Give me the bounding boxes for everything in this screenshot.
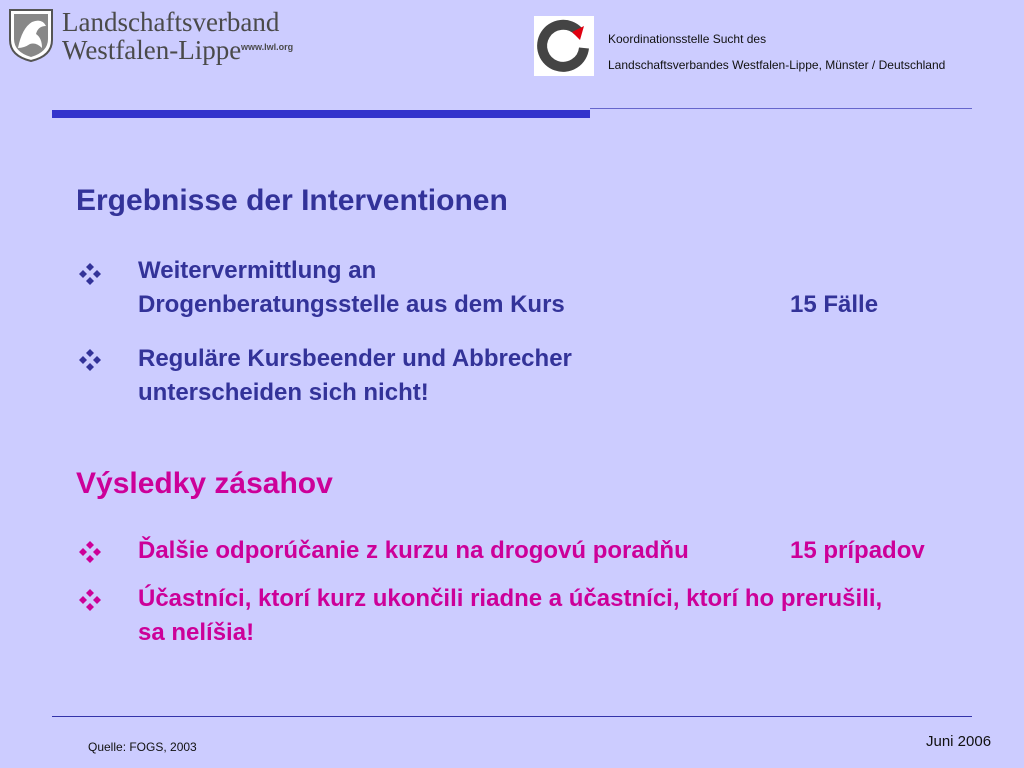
slovak-bullet-2-line2: sa nelíšia! (138, 619, 255, 646)
lwl-crest-icon (8, 8, 54, 62)
koordinationsstelle-logo-icon (534, 16, 594, 76)
diamond-bullet-icon (78, 588, 102, 612)
german-bullet-2-line2: unterscheiden sich nicht! (138, 379, 429, 406)
german-bullet-1-count: 15 Fälle (790, 291, 879, 318)
german-bullet-2-line1: Reguläre Kursbeender und Abbrecher (138, 345, 572, 372)
koordinationsstelle-logo (534, 16, 594, 76)
lwl-name-line2: Westfalen-Lippe (62, 35, 242, 65)
diamond-bullet-icon (78, 262, 102, 286)
slovak-bullet-2-line1: Účastníci, ktorí kurz ukončili riadne a účastníci, ktorí ho prerušili, (138, 585, 883, 612)
header-rule-thin (590, 108, 972, 109)
german-bullet-1-line1: Weitervermittlung an (138, 257, 377, 284)
header-rule-thick (52, 110, 590, 118)
lwl-name-line1: Landschaftsverband (62, 7, 280, 37)
koordinationsstelle-line2: Landschaftsverbandes Westfalen-Lippe, Münster / Deutschland (608, 58, 946, 72)
koordinationsstelle-text (608, 26, 945, 78)
source-note: Quelle: FOGS, 2003 (88, 740, 197, 754)
diamond-bullet-icon (78, 348, 102, 372)
koordinationsstelle-line1: Koordinationsstelle Sucht des (608, 32, 767, 46)
german-bullet-1-line2: Drogenberatungsstelle aus dem Kurs (138, 291, 565, 318)
footer-rule (52, 716, 972, 717)
slovak-bullet-1-line1: Ďalšie odporúčanie z kurzu na drogovú poradňu (138, 537, 689, 564)
slovak-title: Výsledky zásahov (76, 467, 333, 500)
lwl-logo (8, 8, 308, 66)
diamond-bullet-icon (78, 540, 102, 564)
date-label: Juni 2006 (926, 733, 992, 750)
lwl-url: www.lwl.org (241, 42, 294, 52)
slovak-bullet-1-count: 15 prípadov (790, 537, 925, 564)
german-title: Ergebnisse der Interventionen (76, 184, 508, 217)
